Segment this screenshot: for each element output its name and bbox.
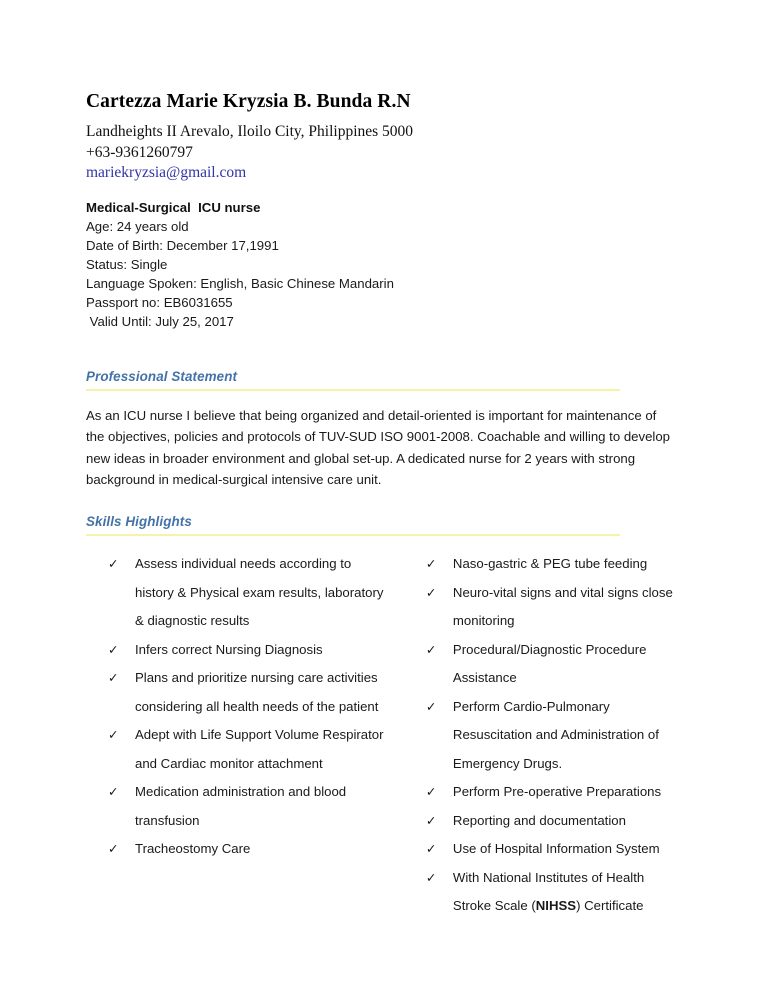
skills-columns [86, 550, 682, 921]
skill-text: Medication administration and blood transfusion [135, 784, 347, 828]
professional-statement-text: As an ICU nurse I believe that being organized and detail-oriented is important for maintenance of the objectives, policies and protocols of TUV-SUD ISO 9001-2008. Coachable and willing to develop new ideas in broader environment and global set-up. A dedicated nurse for 2 years with strong background in medical-surgical intensive care unit. [86, 407, 671, 487]
skill-text: Perform Pre-operative Preparations [452, 784, 662, 800]
skills-section [86, 514, 682, 921]
check-icon: ✓ [108, 642, 119, 657]
skill-text: Adept with Life Support Volume Respirator and Cardiac monitor attachment [135, 727, 384, 771]
skill-item [108, 664, 384, 721]
check-icon: ✓ [425, 870, 437, 885]
skill-item [426, 579, 682, 636]
skill-item [108, 636, 384, 665]
skill-text: Use of Hospital Information System [452, 841, 660, 857]
skill-item [108, 835, 384, 864]
skill-text: Naso-gastric & PEG tube feeding [452, 556, 648, 572]
check-icon: ✓ [108, 842, 119, 857]
check-icon: ✓ [108, 671, 119, 686]
professional-statement-heading: Professional Statement [86, 368, 238, 384]
skill-text: Tracheostomy Care [135, 841, 251, 857]
skill-text: Neuro-vital signs and vital signs close monitoring [452, 584, 673, 629]
check-icon: ✓ [425, 557, 437, 572]
skill-text: Reporting and documentation [452, 812, 626, 828]
personal-detail-line: Language Spoken: English, Basic Chinese Mandarin [86, 275, 394, 291]
check-icon: ✓ [425, 585, 437, 600]
skill-item [426, 693, 682, 779]
skill-item [108, 721, 384, 778]
skill-item [426, 864, 682, 921]
check-icon: ✓ [425, 642, 437, 657]
skill-text: Infers correct Nursing Diagnosis [135, 641, 323, 657]
skill-item [426, 807, 682, 836]
personal-detail-line: Status: Single [86, 256, 168, 272]
check-icon: ✓ [108, 785, 119, 800]
professional-statement-section [86, 369, 682, 491]
skills-heading: Skills Highlights [86, 514, 192, 530]
skill-text: Assess individual needs according to history & Physical exam results, laboratory & diagnostic results [135, 556, 384, 629]
check-icon: ✓ [425, 842, 437, 857]
check-icon: ✓ [108, 557, 119, 572]
email-link[interactable]: mariekryzsia@gmail.com [86, 164, 247, 182]
section-divider [86, 534, 620, 536]
skill-item [426, 835, 682, 864]
personal-detail-line: Passport no: EB6031655 [86, 294, 233, 310]
skill-text: With National Institutes of Health Stroke Scale (NIHSS) Certificate [452, 869, 645, 914]
skill-text: Plans and prioritize nursing care activities considering all health needs of the patient [135, 670, 379, 714]
check-icon: ✓ [425, 785, 437, 800]
skill-item [108, 778, 384, 835]
candidate-name: Cartezza Marie Kryzsia B. Bunda R.N [86, 91, 411, 112]
skill-item [108, 550, 384, 636]
personal-detail-line: Valid Until: July 25, 2017 [86, 313, 234, 329]
candidate-address: Landheights II Arevalo, Iloilo City, Philippines 5000 [86, 123, 414, 141]
skill-item [426, 778, 682, 807]
candidate-email [86, 163, 682, 183]
candidate-phone: +63-9361260797 [86, 143, 193, 161]
personal-detail-line: Age: 24 years old [86, 218, 189, 234]
skill-text: Procedural/Diagnostic Procedure Assistance [452, 641, 647, 686]
personal-detail-line: Date of Birth: December 17,1991 [86, 237, 279, 253]
check-icon: ✓ [425, 699, 437, 714]
section-divider [86, 389, 620, 391]
resume-header [86, 90, 682, 184]
skill-item [426, 550, 682, 579]
job-title: Medical-Surgical ICU nurse [86, 199, 261, 215]
skill-item [426, 636, 682, 693]
skill-text: Perform Cardio-Pulmonary Resuscitation and Administration of Emergency Drugs. [452, 698, 659, 771]
skills-column-left [86, 550, 384, 921]
personal-details [86, 198, 682, 331]
personal-detail-list [86, 217, 682, 331]
check-icon: ✓ [108, 728, 119, 743]
skills-column-right [384, 550, 682, 921]
check-icon: ✓ [425, 813, 437, 828]
